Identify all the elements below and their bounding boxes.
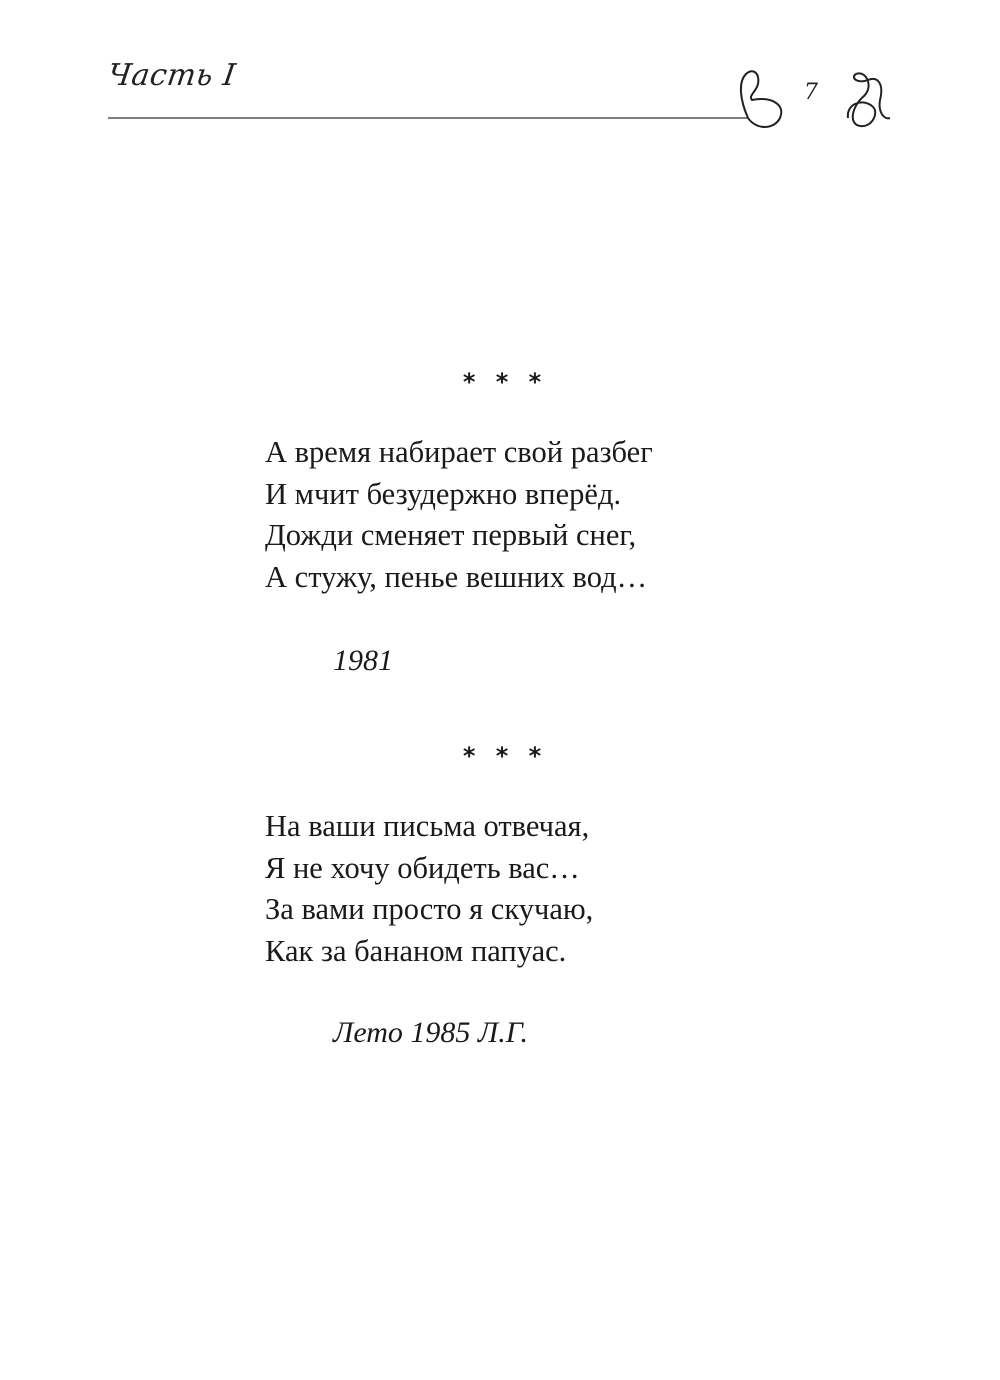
poem-stanza — [265, 432, 653, 598]
poem-line: На ваши письма отвечая, — [265, 809, 590, 843]
poem-separator: * * * — [462, 368, 548, 396]
poem-date: 1981 — [333, 644, 393, 677]
poem-line: Я не хочу обидеть вас… — [265, 850, 580, 885]
poem-line: За вами просто я скучаю, — [265, 892, 594, 926]
page-number: 7 — [804, 80, 818, 105]
poem-separator: * * * — [462, 742, 548, 770]
poem-line: И мчит безудержно вперёд. — [265, 476, 622, 511]
left-flourish-icon — [741, 71, 781, 127]
part-label: Часть I — [105, 58, 239, 93]
right-flourish-icon — [848, 73, 890, 126]
poem-line: Как за бананом папуас. — [265, 933, 567, 968]
page-header — [0, 0, 1000, 140]
poem-stanza — [265, 806, 593, 972]
header-ornament — [0, 0, 1000, 140]
poem-line: А стужу, пенье вешних вод… — [265, 559, 648, 594]
poem-line: А время набирает свой разбег — [265, 435, 653, 469]
poem-line: Дожди сменяет первый снег, — [265, 518, 637, 552]
poem-date: Лето 1985 Л.Г. — [333, 1016, 529, 1049]
